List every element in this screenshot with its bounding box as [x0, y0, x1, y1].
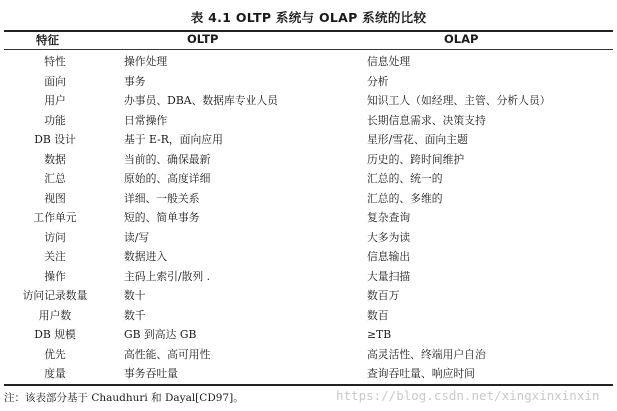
cell-feature: 用户数	[38, 308, 72, 322]
table-body	[0, 52, 617, 384]
cell-oltp: 数据进入	[124, 250, 168, 263]
cell-oltp: 事务	[124, 74, 146, 88]
table-row	[0, 52, 617, 72]
cell-oltp: 操作处理	[124, 55, 168, 68]
cell-oltp: 数千	[124, 308, 146, 322]
cell-feature: 操作	[44, 269, 66, 283]
cell-olap: 高灵活性、终端用户自治	[367, 347, 486, 361]
table-row	[0, 111, 617, 131]
table-row	[0, 267, 617, 287]
cell-olap: ≥TB	[367, 328, 392, 341]
table-row	[0, 228, 617, 248]
cell-oltp: 办事员、DBA、数据库专业人员	[124, 94, 278, 107]
cell-olap: 信息处理	[367, 55, 411, 68]
cell-oltp: 读/写	[124, 230, 150, 244]
url-watermark: https://blog.csdn.net/xingxinxinxin	[336, 388, 600, 403]
table-row	[0, 91, 617, 111]
cell-feature: 访问	[44, 230, 66, 244]
table-row	[0, 150, 617, 170]
cell-feature: 特性	[44, 55, 66, 68]
table-row	[0, 72, 617, 92]
cell-feature: 关注	[44, 250, 66, 263]
table-row	[0, 189, 617, 209]
header-feature: 特征	[36, 33, 59, 47]
cell-feature: 优先	[44, 347, 66, 361]
cell-olap: 查询吞吐量、响应时间	[367, 367, 475, 380]
cell-feature: 面向	[44, 74, 66, 88]
table-row	[0, 345, 617, 365]
cell-olap: 汇总的、统一的	[367, 172, 443, 185]
cell-olap: 大量扫描	[367, 269, 411, 283]
table-row	[0, 286, 617, 306]
table-row	[0, 364, 617, 384]
cell-feature: DB 规模	[34, 328, 76, 341]
cell-oltp: GB 到高达 GB	[124, 328, 197, 341]
table-header-row	[0, 32, 617, 48]
header-olap: OLAP	[444, 32, 479, 46]
cell-oltp: 基于 E-R，面向应用	[124, 133, 223, 146]
table-header-rule	[4, 49, 613, 50]
cell-feature: 功能	[44, 113, 66, 127]
cell-oltp: 日常操作	[124, 113, 168, 127]
cell-feature: 访问记录数量	[22, 289, 88, 302]
cell-olap: 汇总的、多维的	[367, 191, 443, 205]
table-caption: 表 4.1 OLTP 系统与 OLAP 系统的比较	[190, 10, 427, 25]
cell-oltp: 数十	[124, 289, 146, 302]
table-row	[0, 306, 617, 326]
cell-olap: 星形/雪花、面向主题	[367, 133, 468, 146]
cell-feature: 用户	[44, 94, 66, 107]
table-row	[0, 130, 617, 150]
cell-feature: 度量	[44, 367, 66, 380]
cell-oltp: 主码上索引/散列 .	[124, 269, 211, 283]
cell-olap: 大多为读	[367, 230, 411, 244]
table-bottom-rule	[4, 384, 613, 386]
cell-olap: 分析	[367, 74, 389, 88]
cell-olap: 知识工人（如经理、主管、分析人员）	[367, 94, 551, 107]
table-footnote: 注：该表部分基于 Chaudhuri 和 Dayal[CD97]。	[4, 392, 244, 404]
cell-olap: 信息输出	[367, 250, 411, 263]
cell-olap: 数百万	[367, 289, 400, 302]
header-oltp: OLTP	[187, 32, 219, 46]
cell-olap: 长期信息需求、决策支持	[367, 113, 486, 127]
cell-oltp: 原始的、高度详细	[124, 172, 211, 185]
cell-feature: 视图	[44, 191, 66, 205]
cell-oltp: 当前的、确保最新	[124, 152, 211, 166]
table-row	[0, 169, 617, 189]
cell-feature: DB 设计	[34, 133, 76, 146]
cell-oltp: 详细、一般关系	[124, 191, 200, 205]
cell-oltp: 短的、简单事务	[124, 211, 200, 224]
cell-feature: 数据	[44, 152, 66, 166]
cell-olap: 历史的、跨时间维护	[367, 152, 465, 166]
table-row	[0, 325, 617, 345]
cell-olap: 复杂查询	[367, 211, 411, 224]
cell-oltp: 高性能、高可用性	[124, 347, 211, 361]
cell-olap: 数百	[367, 308, 389, 322]
cell-oltp: 事务吞吐量	[124, 367, 178, 380]
cell-feature: 工作单元	[33, 211, 77, 224]
table-row	[0, 247, 617, 267]
table-row	[0, 208, 617, 228]
cell-feature: 汇总	[44, 172, 66, 185]
